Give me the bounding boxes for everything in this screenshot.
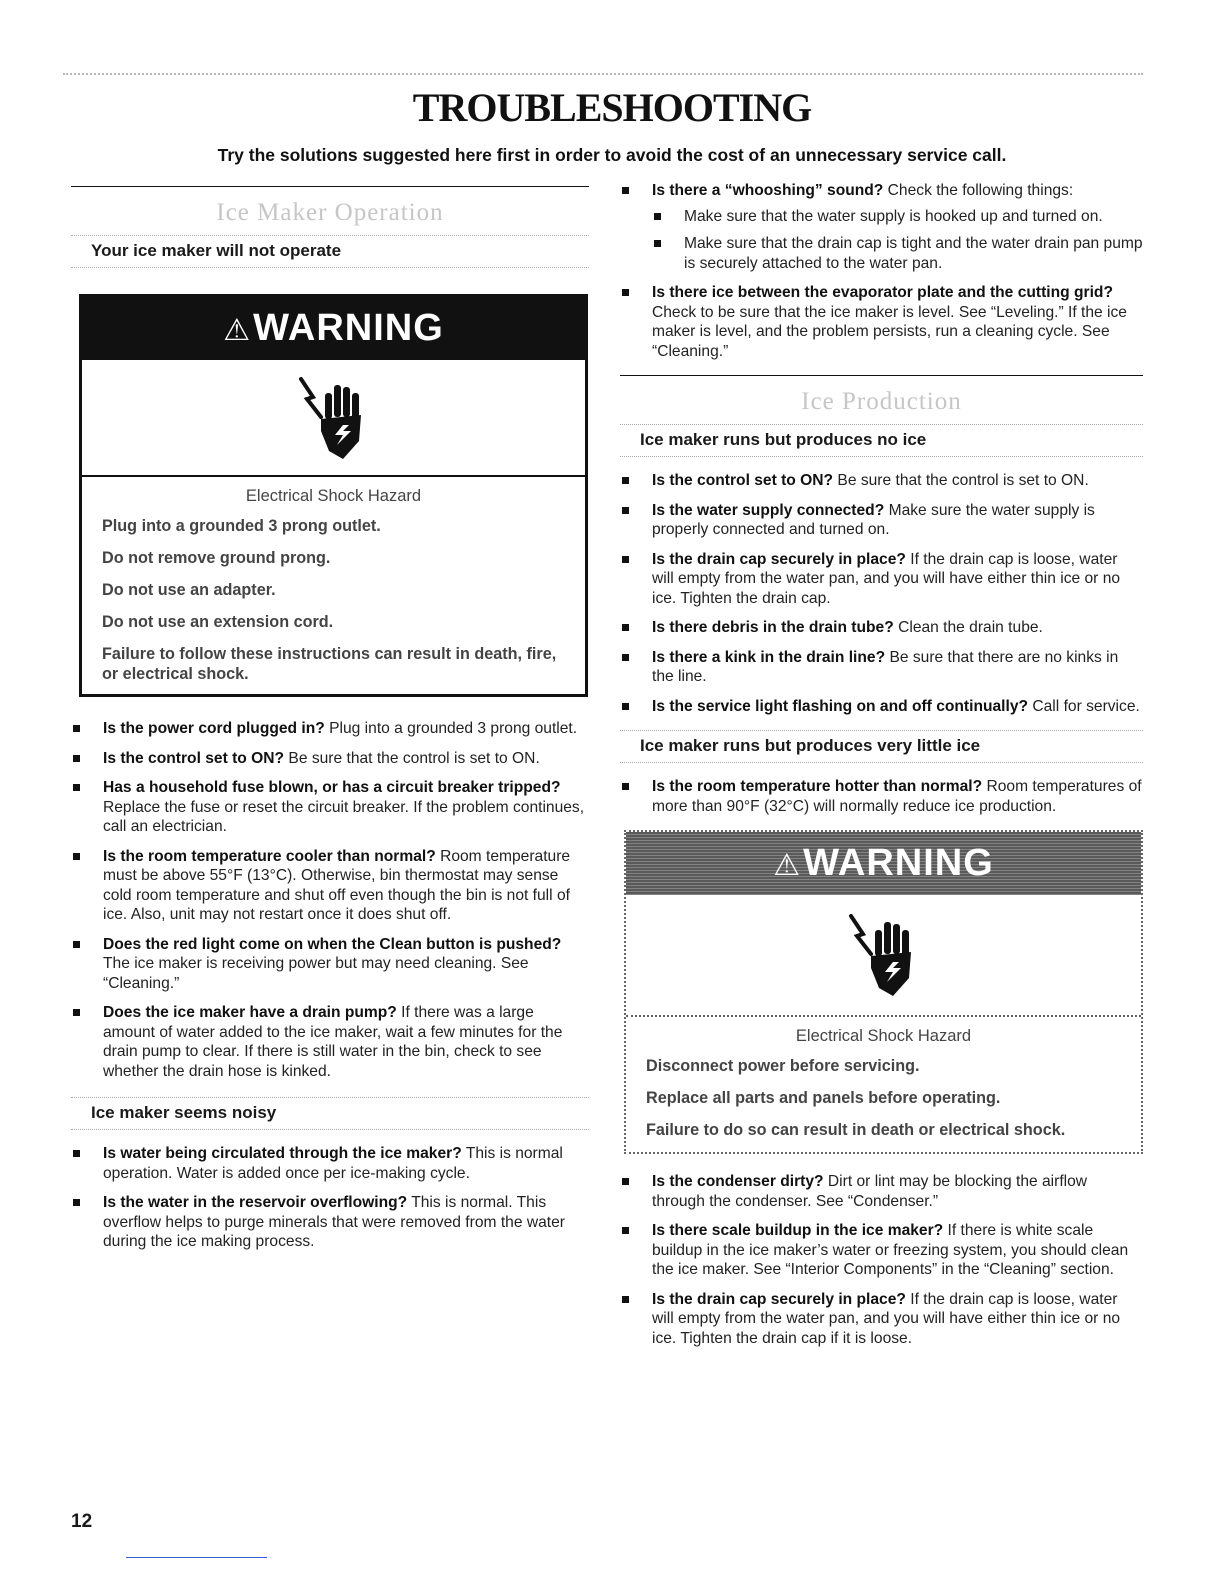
answer: Room temperatures of more than 90°F (32°C) will normally reduce ice production.	[652, 778, 1142, 815]
top-dotted-rule	[63, 73, 1143, 75]
answer: If the drain cap is loose, water will empty from the water pan, and you will have either thin ice or no ice. Tighten the drain cap.	[652, 550, 1121, 607]
answer: If there was a large amount of water added to the ice maker, wait a few minutes for the drain pump to clear. If there is still water in the bin, check to see whether the drain hose is kinked.	[103, 1004, 563, 1080]
question: Is water being circulated through the ice maker?	[103, 1145, 462, 1162]
electrical-shock-icon	[299, 375, 369, 461]
answer: Check to be sure that the ice maker is level. See “Leveling.” If the ice maker is level, and the problem persists, run a cleaning cycle. See “Cleaning.”	[652, 303, 1127, 360]
warning-line: Replace all parts and panels before operating.	[646, 1089, 1001, 1107]
question: Is the control set to ON?	[652, 472, 834, 489]
answer: Replace the fuse or reset the circuit breaker. If the problem continues, call an electrician.	[103, 798, 585, 835]
question: Is the room temperature cooler than normal?	[103, 847, 436, 865]
warning-line: Plug into a grounded 3 prong outlet.	[102, 517, 381, 535]
answer: Clean the drain tube.	[898, 619, 1043, 636]
warning-line: Disconnect power before servicing.	[646, 1057, 920, 1075]
warning-line: Failure to do so can result in death or electrical shock.	[646, 1121, 1066, 1139]
warning-line: Do not remove ground prong.	[102, 549, 331, 567]
section-rule	[620, 375, 1143, 376]
list-item	[620, 1221, 1143, 1280]
hazard-title: Electrical Shock Hazard	[795, 1027, 972, 1045]
bullet-list-no-ice	[620, 471, 1143, 716]
question: Does the ice maker have a drain pump?	[103, 1004, 397, 1021]
answer: Be sure that there are no kinks in the line.	[652, 648, 1119, 685]
bullet-list-will-not-operate	[71, 719, 589, 1081]
subhead-will-not-operate: Your ice maker will not operate	[91, 241, 342, 260]
warning-triangle-icon: ⚠	[223, 314, 252, 347]
dotted-rule	[71, 235, 589, 236]
dotted-rule	[620, 424, 1143, 425]
answer: Call for service.	[1032, 697, 1140, 715]
left-column	[71, 186, 589, 1262]
section-heading-ice-production: Ice Production	[801, 388, 962, 415]
bullet-list-noisy	[71, 1144, 589, 1252]
warning-box-electrical-1	[79, 294, 588, 697]
warning-line: Do not use an adapter.	[102, 581, 276, 599]
question: Is the condenser dirty?	[652, 1173, 824, 1190]
list-item	[620, 283, 1143, 361]
question: Is the water in the reservoir overflowing?	[103, 1194, 408, 1211]
answer: If the drain cap is loose, water will empty from the water pan, and you will have either thin ice or no ice. Tighten the drain cap if it is loose.	[652, 1290, 1121, 1347]
list-item	[620, 777, 1143, 816]
sub-list-item: Make sure that the drain cap is tight and the water drain pan pump is securely attached to the water pan.	[652, 234, 1143, 273]
page-number: 12	[71, 1511, 93, 1532]
list-item	[71, 1193, 589, 1252]
page-subtitle: Try the solutions suggested here first in order to avoid the cost of an unnecessary service call.	[217, 145, 1007, 165]
question: Is the drain cap securely in place?	[652, 1290, 906, 1308]
list-item	[71, 1003, 589, 1081]
question: Is the service light flashing on and off continually?	[652, 697, 1029, 715]
dotted-rule	[71, 267, 589, 268]
question: Has a household fuse blown, or has a circuit breaker tripped?	[103, 779, 561, 796]
list-item	[620, 550, 1143, 609]
warning-icon-area	[626, 895, 1141, 1017]
question: Is the drain cap securely in place?	[652, 550, 906, 568]
hazard-title: Electrical Shock Hazard	[245, 487, 422, 505]
warning-label: WARNING	[253, 307, 444, 349]
warning-body	[82, 477, 585, 694]
answer: This is normal operation. Water is added once per ice-making cycle.	[103, 1145, 563, 1182]
question: Is the power cord plugged in?	[103, 720, 325, 737]
question: Does the red light come on when the Clean button is pushed?	[103, 935, 562, 953]
footer-rule	[126, 1557, 267, 1558]
warning-line: Failure to follow these instructions can result in death, fire, or electrical shock.	[102, 645, 557, 683]
question: Is there debris in the drain tube?	[652, 619, 894, 636]
subhead-seems-noisy: Ice maker seems noisy	[91, 1103, 277, 1122]
dotted-rule	[71, 1129, 589, 1130]
list-item	[71, 1144, 589, 1183]
subhead-no-ice: Ice maker runs but produces no ice	[640, 430, 927, 449]
answer: Dirt or lint may be blocking the airflow through the condenser. See “Condenser.”	[652, 1173, 1088, 1210]
list-item	[620, 1290, 1143, 1349]
section-heading-ice-maker-operation: Ice Maker Operation	[216, 199, 444, 226]
answer: The ice maker is receiving power but may need cleaning. See “Cleaning.”	[103, 955, 529, 992]
bullet-list-little-ice	[620, 777, 1143, 816]
warning-header	[82, 297, 585, 360]
right-column	[620, 181, 1143, 1358]
answer: Be sure that the control is set to ON.	[837, 472, 1089, 489]
answer: Check the following things:	[887, 182, 1074, 199]
list-item	[620, 1172, 1143, 1211]
list-item	[620, 501, 1143, 540]
list-item	[71, 719, 589, 739]
warning-box-electrical-2	[624, 830, 1143, 1154]
list-item	[620, 648, 1143, 687]
answer: This is normal. This overflow helps to purge minerals that were removed from the water during the ice making process.	[103, 1194, 565, 1250]
question: Is there ice between the evaporator plate and the cutting grid?	[652, 284, 1113, 301]
question: Is there a kink in the drain line?	[652, 648, 886, 666]
list-item	[71, 749, 589, 769]
warning-line: Do not use an extension cord.	[102, 613, 334, 631]
warning-body	[626, 1017, 1141, 1152]
bullet-list-little-ice-after	[620, 1172, 1143, 1348]
question: Is the control set to ON?	[103, 749, 285, 767]
question: Is the water supply connected?	[652, 501, 885, 519]
answer: If there is white scale buildup in the ice maker’s water or freezing system, you should clean the ice maker. See “Interior Components” in the “Cleaning” section.	[652, 1222, 1129, 1278]
question: Is the room temperature hotter than normal?	[652, 778, 983, 795]
question: Is there scale buildup in the ice maker?	[652, 1222, 944, 1239]
list-item	[71, 778, 589, 837]
bullet-list-continued	[620, 181, 1143, 361]
warning-icon-area	[82, 360, 585, 477]
warning-label: WARNING	[803, 842, 994, 884]
dotted-rule	[620, 456, 1143, 457]
page-title: TROUBLESHOOTING	[412, 85, 812, 130]
list-item	[620, 697, 1143, 717]
sub-bullet-list	[652, 207, 1143, 274]
answer: Plug into a grounded 3 prong outlet.	[329, 720, 578, 737]
list-item	[620, 618, 1143, 638]
question: Is there a “whooshing” sound?	[652, 182, 884, 199]
electrical-shock-icon	[849, 912, 919, 998]
warning-triangle-icon: ⚠	[773, 849, 802, 882]
warning-header	[626, 832, 1141, 895]
dotted-rule	[620, 762, 1143, 763]
list-item	[71, 935, 589, 994]
sub-list-item: Make sure that the water supply is hooked up and turned on.	[652, 207, 1143, 227]
answer: Make sure the water supply is properly connected and turned on.	[652, 501, 1095, 538]
list-item	[71, 847, 589, 925]
dotted-rule	[620, 730, 1143, 731]
subhead-very-little-ice: Ice maker runs but produces very little ice	[640, 736, 981, 755]
list-item	[620, 471, 1143, 491]
section-rule	[71, 186, 589, 187]
list-item	[620, 181, 1143, 273]
dotted-rule	[71, 1097, 589, 1098]
answer: Room temperature must be above 55°F (13°C). Otherwise, bin thermostat may sense cold room temperature and shut off even though the bin is not full of ice. Also, unit may not restart once it does shut off.	[103, 847, 571, 923]
answer: Be sure that the control is set to ON.	[288, 749, 540, 767]
